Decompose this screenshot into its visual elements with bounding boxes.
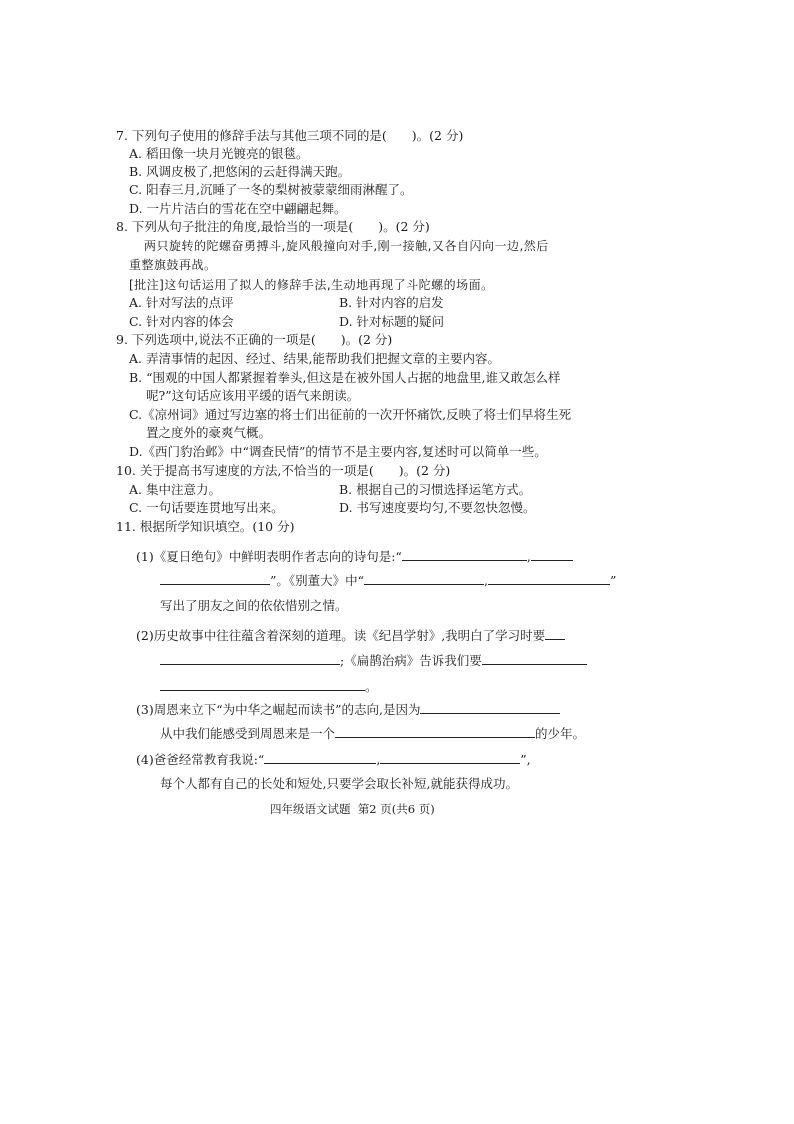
- q11-part3-text-b: 从中我们能感受到周恩来是一个: [160, 726, 336, 741]
- q11-part4-line2: 每个人都有自己的长处和短处,只要学会取长补短,就能获得成功。: [160, 776, 518, 791]
- q8-option-c: C. 针对内容的体会: [129, 314, 234, 329]
- blank-2-2b[interactable]: [160, 677, 365, 691]
- page-footer: [270, 801, 435, 817]
- q7-option-a: A. 稻田像一块月光镀亮的银毯。: [129, 146, 309, 161]
- q9-option-b-line2: 呢?”这句话应该用平缓的语气来朗读。: [146, 388, 360, 403]
- blank-3-1[interactable]: [420, 700, 560, 714]
- q10-option-a: A. 集中注意力。: [129, 482, 221, 497]
- footer-title: 四年级语文试题: [270, 802, 351, 816]
- q11-part4-line1: [136, 750, 531, 769]
- q11-part1-line3: 写出了朋友之间的依依惜别之情。: [160, 598, 348, 613]
- q11-part3-text-a: (3)周恩来立下“为中华之崛起而读书”的志向,是因为: [136, 702, 421, 717]
- q11-part1-text-d: ”: [610, 573, 617, 588]
- q11-part4-text-c: ”,: [520, 752, 531, 767]
- q7-option-d: D. 一片片洁白的雪花在空中翩翩起舞。: [129, 201, 347, 216]
- q11-part2-end: 。: [365, 679, 378, 694]
- blank-4-2[interactable]: [380, 750, 520, 764]
- q11-part3-text-c: 的少年。: [535, 726, 586, 741]
- q11-part1-line2: [160, 571, 616, 590]
- q11-part2-text-b: ;《扁鹊治病》告诉我们要: [340, 653, 482, 668]
- q10-option-b: B. 根据自己的习惯选择运笔方式。: [339, 482, 532, 497]
- q8-option-a: A. 针对写法的点评: [129, 295, 234, 310]
- q9-stem: 9. 下列选项中,说法不正确的一项是( )。(2 分): [116, 332, 393, 347]
- blank-2-1b[interactable]: [160, 651, 340, 665]
- q9-option-b-line1: B. “围观的中国人都紧握着拳头,但这是在被外国人占据的地盘里,谁又敢怎么样: [129, 370, 561, 385]
- q11-part2-line1: [136, 626, 565, 645]
- q11-part3-line2: [160, 724, 585, 743]
- q8-passage-line1: 两只旋转的陀螺奋勇搏斗,旋风般撞向对手,刚一接触,又各自闪向一边,然后: [144, 239, 549, 253]
- blank-1-1[interactable]: [402, 547, 527, 561]
- q9-option-c-line1: C.《凉州词》通过写边塞的将士们出征前的一次开怀痛饮,反映了将士们早将生死: [129, 407, 572, 422]
- blank-1-2a[interactable]: [531, 547, 573, 561]
- q11-part2-line2: [160, 651, 587, 670]
- q9-option-a: A. 弄清事情的起因、经过、结果,能帮助我们把握文章的主要内容。: [129, 351, 500, 366]
- q9-option-d: D.《西门豹治邺》中“调查民情”的情节不是主要内容,复述时可以简单一些。: [129, 444, 547, 459]
- blank-2-2a[interactable]: [482, 651, 587, 665]
- q11-part1-text-a: (1)《夏日绝句》中鲜明表明作者志向的诗句是:“: [136, 549, 402, 564]
- q7-option-c: C. 阳春三月,沉睡了一冬的梨树被蒙蒙细雨淋醒了。: [129, 182, 413, 197]
- q11-part2-text-a: (2)历史故事中往往蕴含着深刻的道理。读《纪昌学射》,我明白了学习时要: [136, 628, 546, 643]
- blank-2-1a[interactable]: [545, 626, 565, 640]
- blank-1-2b[interactable]: [160, 571, 270, 585]
- q11-stem: 11. 根据所学知识填空。(10 分): [116, 519, 295, 534]
- blank-3-2[interactable]: [335, 724, 535, 738]
- q11-part1-line1: [136, 547, 573, 566]
- blank-1-3[interactable]: [364, 571, 484, 585]
- q8-option-d: D. 针对标题的疑问: [339, 314, 445, 329]
- q10-option-d: D. 书写速度要均匀,不要忽快忽慢。: [339, 500, 536, 515]
- blank-4-1[interactable]: [264, 750, 376, 764]
- q11-part2-line3: [160, 677, 378, 696]
- q7-option-b: B. 风调皮极了,把悠闲的云赶得满天跑。: [129, 164, 351, 179]
- q10-option-c: C. 一句话要连贯地写出来。: [129, 500, 284, 515]
- q10-stem: 10. 关于提高书写速度的方法,不恰当的一项是( )。(2 分): [116, 463, 451, 478]
- q11-part3-line1: [136, 700, 560, 719]
- q11-part1-text-c: ,: [484, 573, 489, 588]
- q9-option-c-line2: 置之度外的豪爽气概。: [146, 425, 272, 440]
- footer-page-number: 第2 页(共6 页): [357, 802, 435, 816]
- q8-stem: 8. 下列从句子批注的角度,最恰当的一项是( )。(2 分): [116, 219, 430, 234]
- q8-annotation: [批注]这句话运用了拟人的修辞手法,生动地再现了斗陀螺的场面。: [129, 278, 494, 292]
- q7-stem: 7. 下列句子使用的修辞手法与其他三项不同的是( )。(2 分): [116, 128, 464, 143]
- q11-part4-text-b: ,: [376, 752, 381, 767]
- q11-part1-comma: ,: [526, 549, 531, 564]
- blank-1-4[interactable]: [488, 571, 610, 585]
- q8-passage-line2: 重整旗鼓再战。: [129, 258, 217, 272]
- q11-part4-text-a: (4)爸爸经常教育我说:“: [136, 752, 265, 767]
- q11-part1-text-b: ”。《别董大》中“: [270, 573, 365, 588]
- q8-option-b: B. 针对内容的启发: [339, 295, 444, 310]
